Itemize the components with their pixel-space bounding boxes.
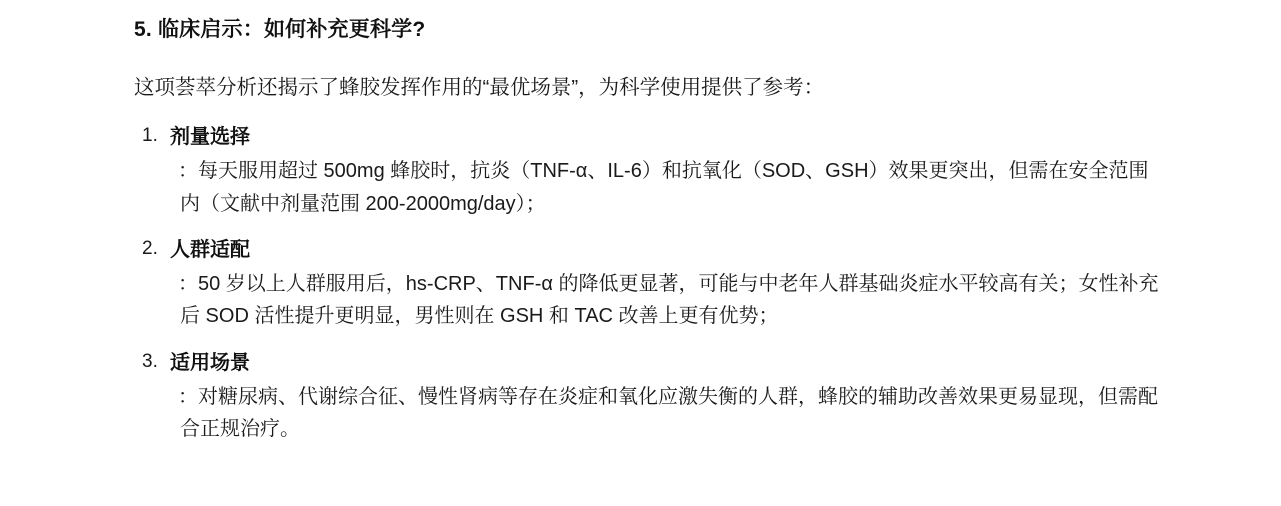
point-body: ：50 岁以上人群服用后，hs-CRP、TNF-α 的降低更显著，可能与中老年人群基础炎症水平较高有关；女性补充后 SOD 活性提升更明显，男性则在 GSH 和 TAC 改善上更有优势； — [178, 273, 1159, 328]
list-item — [134, 347, 1161, 446]
point-body: ：对糖尿病、代谢综合征、慢性肾病等存在炎症和氧化应激失衡的人群，蜂胶的辅助改善效果更易显现，但需配合正规治疗。 — [178, 385, 1158, 441]
point-title: 适用场景 — [170, 351, 250, 374]
section-heading: 5. 临床启示：如何补充更科学? — [134, 18, 426, 41]
list-item — [134, 121, 1161, 220]
point-body: ：每天服用超过 500mg 蜂胶时，抗炎（TNF-α、IL-6）和抗氧化（SOD、GSH）效果更突出，但需在安全范围内（文献中剂量范围 200-2000mg/day）； — [178, 160, 1149, 215]
clinical-points-list — [134, 121, 1161, 445]
list-item — [134, 234, 1161, 333]
point-title: 人群适配 — [170, 239, 250, 262]
intro-paragraph: 这项荟萃分析还揭示了蜂胶发挥作用的“最优场景”，为科学使用提供了参考： — [134, 75, 825, 99]
point-title: 剂量选择 — [170, 126, 250, 149]
